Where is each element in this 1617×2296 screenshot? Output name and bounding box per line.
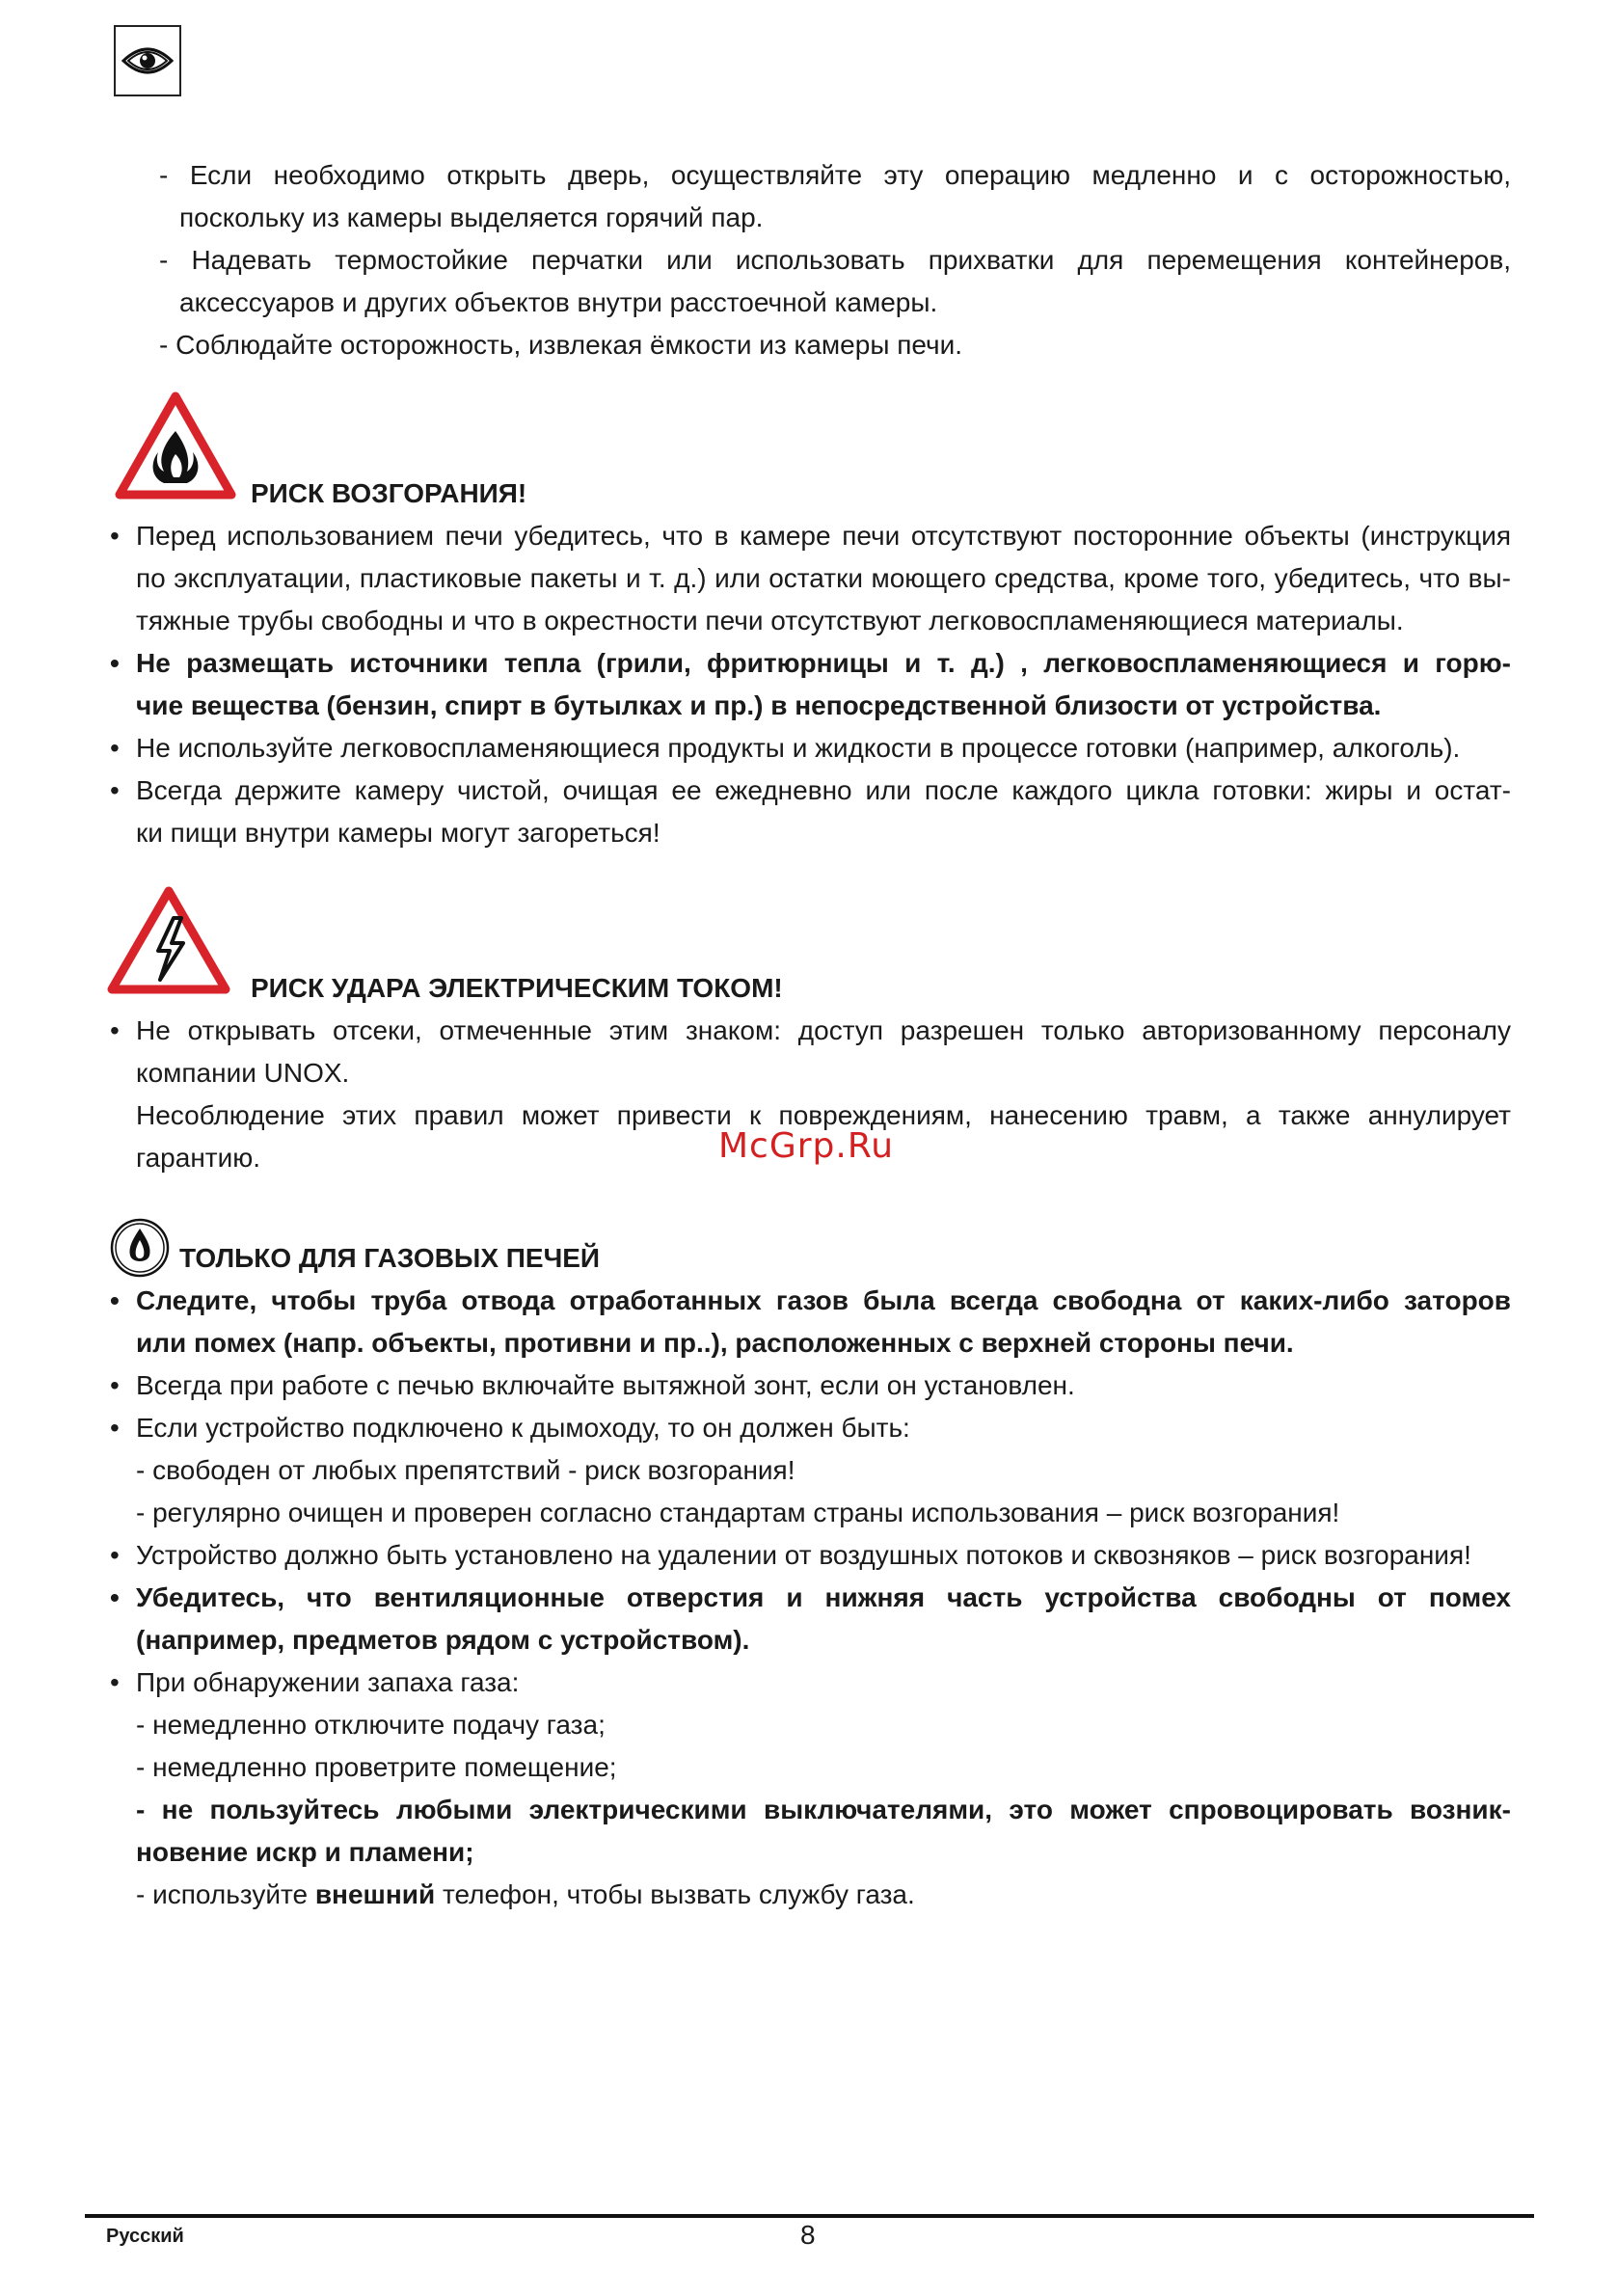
fire-b1-l3: тяжные трубы свободны и что в окрестности печи отсутствуют легковоспламеняющиеся материалы. — [136, 606, 1404, 635]
gas-b3-l3: - регулярно очищен и проверен согласно стандартам страны использования – риск возгорания! — [136, 1498, 1340, 1527]
electric-b1-l2: компании UNOX. — [136, 1058, 350, 1088]
gas-b6-l3: - немедленно проветрите помещение; — [136, 1752, 617, 1782]
bullet-icon: • — [110, 1285, 120, 1315]
fire-b1-l1: Перед использованием печи убедитесь, что в камере печи отсутствуют посторонние объекты (инструкция — [136, 521, 1511, 551]
gas-flame-icon — [109, 1217, 171, 1279]
bullet-icon: • — [110, 1540, 120, 1570]
gas-b6-l2: - немедленно отключите подачу газа; — [136, 1710, 606, 1740]
electric-warning-icon — [106, 885, 231, 997]
intro-line-4: аксессуаров и других объектов внутри расстоечной камеры. — [179, 287, 938, 317]
gas-b6-l4: - не пользуйтесь любыми электрическими выключателями, это может спровоцировать возник- — [136, 1795, 1511, 1824]
watermark: McGrp.Ru — [718, 1126, 895, 1166]
intro-line-3: - Надевать термостойкие перчатки или использовать прихватки для перемещения контейнеров, — [159, 245, 1511, 275]
fire-b4-l2: ки пищи внутри камеры могут загореться! — [136, 818, 660, 848]
gas-b6-l6-pre: - используйте — [136, 1879, 315, 1909]
gas-b3-l2: - свободен от любых препятствий - риск возгорания! — [136, 1455, 795, 1485]
gas-b6-l6-bold: внешний — [314, 1879, 436, 1909]
electric-b1-l1: Не открывать отсеки, отмеченные этим знаком: доступ разрешен только авторизованному персоналу — [136, 1015, 1511, 1045]
gas-b6-l6 — [136, 1874, 915, 1916]
gas-b2-l1: Всегда при работе с печью включайте вытяжной зонт, если он установлен. — [136, 1370, 1075, 1400]
footer-language: Русский — [106, 2226, 184, 2247]
intro-line-2: поскольку из камеры выделяется горячий пар. — [179, 203, 764, 232]
fire-b4-l1: Всегда держите камеру чистой, очищая ее ежедневно или после каждого цикла готовки: жиры и остат- — [136, 775, 1511, 805]
gas-b4-l1: Устройство должно быть установлено на удалении от воздушных потоков и сквозняков – риск возгорания! — [136, 1540, 1471, 1570]
fire-warning-icon — [114, 391, 237, 502]
gas-b1-l2: или помех (напр. объекты, противни и пр..), расположенных с верхней стороны печи. — [136, 1328, 1294, 1358]
fire-b2-l2: чие вещества (бензин, спирт в бутылках и пр.) в непосредственной близости от устройства. — [136, 690, 1382, 720]
fire-b2-l1: Не размещать источники тепла (грили, фритюрницы и т. д.) , легковоспламеняющиеся и горю- — [136, 648, 1511, 678]
gas-b1-l1: Следите, чтобы труба отвода отработанных газов была всегда свободна от каких-либо заторов — [136, 1285, 1511, 1315]
page-number: 8 — [800, 2220, 816, 2250]
fire-b3-l1: Не используйте легковоспламеняющиеся продукты и жидкости в процессе готовки (например, алкоголь). — [136, 733, 1461, 763]
gas-b6-l6-post: телефон, чтобы вызвать службу газа. — [435, 1879, 915, 1909]
gas-b6-l5: новение искр и пламени; — [136, 1837, 474, 1867]
bullet-icon: • — [110, 1413, 120, 1443]
footer-divider — [85, 2214, 1534, 2218]
intro-line-1: - Если необходимо открыть дверь, осуществляйте эту операцию медленно и с осторожностью, — [159, 160, 1511, 190]
bullet-icon: • — [110, 1015, 120, 1045]
bullet-icon: • — [110, 775, 120, 805]
electric-heading: РИСК УДАРА ЭЛЕКТРИЧЕСКИМ ТОКОМ! — [251, 973, 783, 1003]
gas-b3-l1: Если устройство подключено к дымоходу, то он должен быть: — [136, 1413, 910, 1443]
bullet-icon: • — [110, 1667, 120, 1697]
bullet-icon: • — [110, 648, 120, 678]
bullet-icon: • — [110, 1370, 120, 1400]
bullet-icon: • — [110, 733, 120, 763]
intro-line-5: - Соблюдайте осторожность, извлекая ёмкости из камеры печи. — [159, 330, 963, 360]
bullet-icon: • — [110, 521, 120, 551]
gas-heading: ТОЛЬКО ДЛЯ ГАЗОВЫХ ПЕЧЕЙ — [179, 1243, 601, 1273]
gas-b5-l2: (например, предметов рядом с устройством). — [136, 1625, 750, 1655]
fire-b1-l2: по эксплуатации, пластиковые пакеты и т. д.) или остатки моющего средства, кроме того, убедитесь, что вы- — [136, 563, 1511, 593]
electric-b1-l4: гарантию. — [136, 1143, 261, 1173]
eye-icon — [114, 25, 181, 96]
electric-b1-l3: Несоблюдение этих правил может привести к повреждениям, нанесению травм, а также аннулирует — [136, 1100, 1511, 1130]
fire-heading: РИСК ВОЗГОРАНИЯ! — [251, 478, 527, 508]
gas-b5-l1: Убедитесь, что вентиляционные отверстия и нижняя часть устройства свободны от помех — [136, 1582, 1511, 1612]
bullet-icon: • — [110, 1582, 120, 1612]
gas-b6-l1: При обнаружении запаха газа: — [136, 1667, 520, 1697]
